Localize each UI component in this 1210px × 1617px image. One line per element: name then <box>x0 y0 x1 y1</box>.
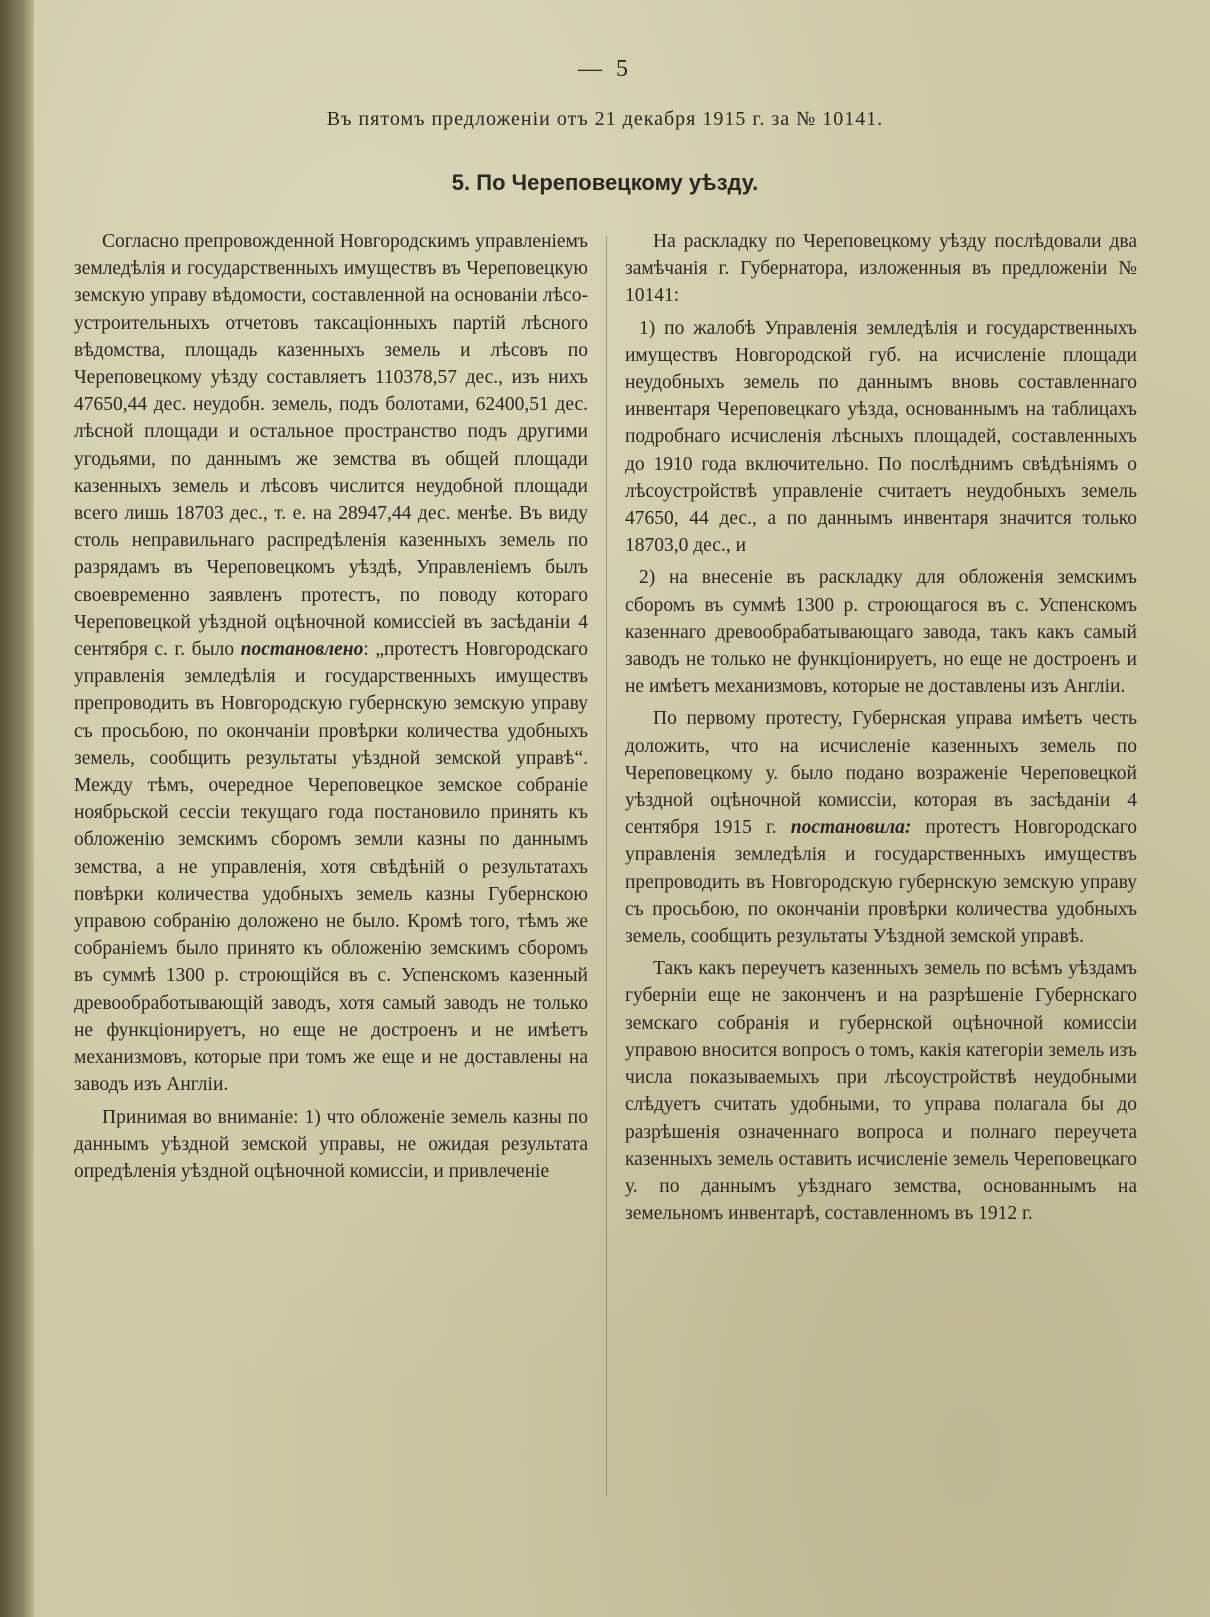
proposal-heading: Въ пятомъ предложенiи отъ 21 декабря 1915 г. за № 10141. <box>326 108 884 130</box>
paragraph: Такъ какъ переучетъ казенныхъ земель по всѣмъ уѣздамъ губернiи еще не законченъ и на разрѣшенiе Губернскаго земскаго собранiя и губернской оцѣночной комиссiи управою вносится вопросъ о томъ, какiя категорiи земель изъ числа показываемыхъ при лѣсоустройствѣ неудобными слѣдуетъ считать удобными, то управа полагала бы до разрѣшенiя означеннаго вопроса и полнаго переучета казенныхъ земель оставить исчисленiе земель Череповецкаго у. по даннымъ уѣзднаго земства, основаннымъ на земельномъ инвентарѣ, составленномъ въ 1912 г. <box>625 958 1137 1225</box>
text-run: Согласно препровожденной Новгородскимъ управленiемъ земледѣлiя и государственныхъ имуществъ въ Череповецкую земскую управу вѣдомости, составленной на основанiи лѣсо-устроительныхъ отчетовъ таксацiонныхъ партiй лѣсного вѣдомства, площадь казенныхъ земель и лѣсовъ по Череповецкому уѣзду составляетъ 110378,57 дес., изъ нихъ 47650,44 дес. неудобн. земель, подъ болотами, 62400,51 дес. лѣсной площади и остальное пространство подъ другими угодьями, по даннымъ же земства въ общей площади казенныхъ земель и лѣсовъ числится неудобной площади всего лишь 18703 дес., т. е. на 28947,44 дес. менѣе. Въ виду столь неправильнаго распредѣленiя казенныхъ земель по разрядамъ въ Череповецкомъ уѣздѣ, Управленiемъ былъ своевременно заявленъ протестъ, по поводу котораго Череповецкой уѣздной оцѣночной комиссiей въ засѣданiи 4 сентября с. г. было <box>74 231 588 661</box>
list-item: 2) на внесенiе въ раскладку для обложенiя земскимъ сборомъ въ суммѣ 1300 р. строющагося въ с. Успенскомъ казеннаго древообрабатывающаго завода, такъ какъ самый заводъ не только не функцiонируетъ, но еще не достроенъ и не имѣетъ механизмовъ, которые не доставлены изъ Англiи. <box>625 567 1137 698</box>
text-run: : „протестъ Новгородскаго управленiя земледѣлiя и государственныхъ имуществъ препроводить въ Новгородскую губернскую земскую управу съ просьбою, по окончанiи провѣрки количества удобныхъ земель, сообщить результаты уѣздной земской управѣ“. Между тѣмъ, очередное Череповецкое земское собранiе ноябрьской сессiи текущаго года постановило принять къ обложенiю земскимъ сборомъ земли казны по даннымъ земства, а не управленiя, хотя свѣдѣнiй о результатахъ повѣрки количества удобныхъ земель казны Губернскою управою собранiю доложено не было. Кромѣ того, тѣмъ же собранiемъ было принято къ обложенiю земскимъ сборомъ въ суммѣ 1300 р. строющiйся въ с. Успенскомъ казенный древообработывающiй заводъ, хотя самый заводъ не только не функцiонируетъ, но еще не достроенъ и не имѣетъ механизмовъ, которые при томъ же еще и не доставлены на заводъ изъ Англiи. <box>74 639 589 1096</box>
paragraph: На раскладку по Череповецкому уѣзду послѣдовали два замѣчанiя г. Губернатора, изложенныя въ предложенiи № 10141: <box>625 231 1137 307</box>
left-column <box>74 228 588 1190</box>
page-number: — 5 <box>578 56 632 82</box>
text-run: протестъ Новгородскаго управленiя земледѣлiя и государственныхъ имуществъ препроводить въ Новгородскую губернскую земскую управу съ просьбою, по окончанiи провѣрки количества удобныхъ земель, сообщить результаты Уѣздной земской управѣ. <box>625 817 1137 948</box>
list-item: 1) по жалобѣ Управленiя земледѣлiя и государственныхъ имуществъ Новгородской губ. на исчисленiе площади неудобныхъ земель по даннымъ вновь составленнаго инвентаря Череповецкаго уѣзда, основаннымъ на таблицахъ подробнаго исчисленiя лѣсныхъ площадей, составленныхъ до 1910 года включительно. По послѣднимъ свѣдѣнiямъ о лѣсоустройствѣ управленiе считаетъ неудобныхъ земель 47650, 44 дес., а по даннымъ инвентаря значится только 18703,0 дес., и <box>625 317 1137 557</box>
text-run: По первому протесту, Губернская управа имѣетъ честь доложить, что на исчисленiе казенныхъ земель по Череповецкому у. было подано возраженiе Череповецкой уѣздной оцѣночной комиссiи, которая въ засѣданiи 4 сентября 1915 г. <box>625 708 1137 839</box>
emphasized-word: постановлено <box>240 639 364 661</box>
paragraph <box>74 228 588 1099</box>
emphasized-word: постановила: <box>790 817 912 839</box>
right-column <box>625 228 1137 1232</box>
paragraph: Принимая во вниманiе: 1) что обложенiе земель казны по даннымъ уѣздной земской управы, не ожидая результата опредѣленiя уѣздной оцѣночной комиссiи, и привлеченiе <box>74 1106 588 1182</box>
paragraph <box>625 705 1137 950</box>
column-divider <box>606 236 607 1496</box>
book-spine-shadow <box>0 0 34 1617</box>
section-title: 5. По Череповецкому уѣзду. <box>451 170 759 195</box>
